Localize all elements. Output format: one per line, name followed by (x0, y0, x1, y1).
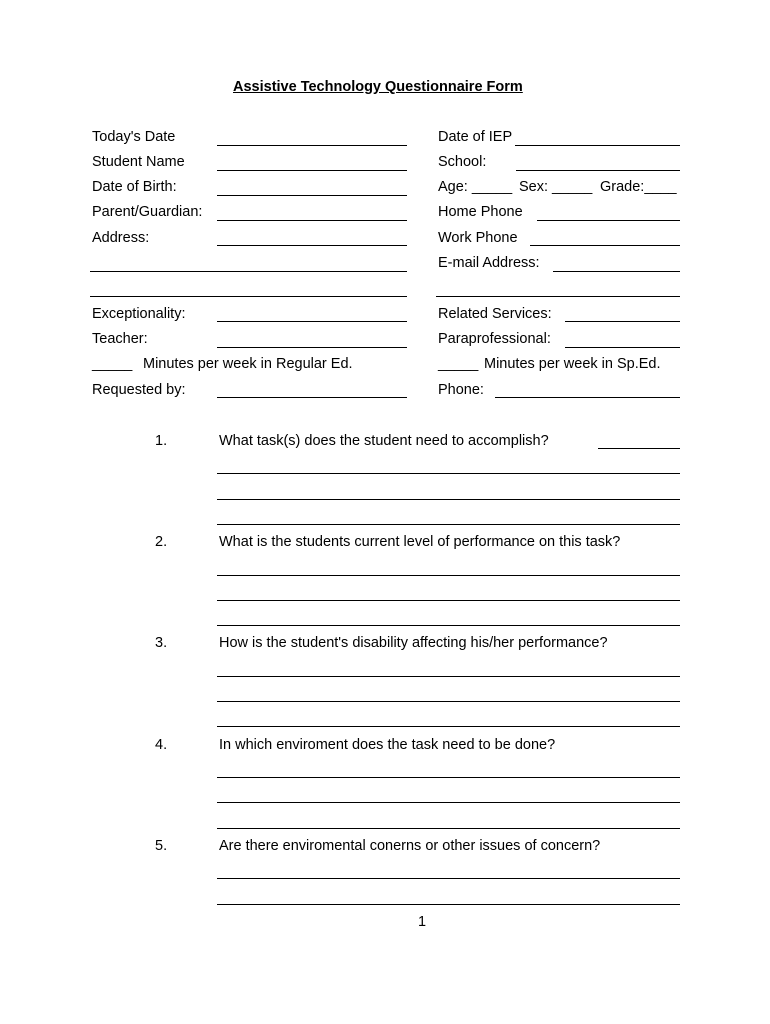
question-number: 2. (155, 534, 168, 550)
page-number: 1 (418, 914, 427, 930)
answer-line[interactable] (217, 828, 680, 829)
email-label: E-mail Address: (438, 255, 540, 271)
address-field-1[interactable] (217, 245, 407, 246)
phone-label: Phone: (438, 382, 484, 398)
question-number: 5. (155, 838, 168, 854)
address-field-2[interactable] (90, 271, 407, 272)
answer-line[interactable] (217, 701, 680, 702)
question-text: What task(s) does the student need to accomplish? (219, 433, 549, 449)
minutes-regular-label: Minutes per week in Regular Ed. (143, 356, 353, 372)
todays-date-field[interactable] (217, 145, 407, 146)
grade-label[interactable]: Grade:____ (600, 179, 677, 195)
teacher-label: Teacher: (92, 331, 148, 347)
answer-line[interactable] (217, 499, 680, 500)
related-services-label: Related Services: (438, 306, 552, 322)
paraprofessional-label: Paraprofessional: (438, 331, 551, 347)
exceptionality-field[interactable] (217, 321, 407, 322)
related-services-field[interactable] (565, 321, 680, 322)
student-name-field[interactable] (217, 170, 407, 171)
question-text: In which enviroment does the task need to be done? (219, 737, 556, 753)
answer-line[interactable] (217, 575, 680, 576)
answer-line[interactable] (217, 802, 680, 803)
question-number: 3. (155, 635, 168, 651)
email-field-2[interactable] (436, 296, 680, 297)
answer-line[interactable] (217, 676, 680, 677)
question-text: How is the student's disability affecting his/her performance? (219, 635, 608, 651)
home-phone-field[interactable] (537, 220, 680, 221)
question-text: What is the students current level of performance on this task? (219, 534, 621, 550)
answer-line[interactable] (217, 524, 680, 525)
answer-line[interactable] (598, 448, 680, 449)
work-phone-field[interactable] (530, 245, 680, 246)
dob-label: Date of Birth: (92, 179, 177, 195)
dob-field[interactable] (217, 195, 407, 196)
question-number: 4. (155, 737, 168, 753)
answer-line[interactable] (217, 904, 680, 905)
exceptionality-label: Exceptionality: (92, 306, 186, 322)
age-label[interactable]: Age: _____ (438, 179, 513, 195)
minutes-sped-blank[interactable]: _____ (438, 356, 479, 372)
parent-field[interactable] (217, 220, 407, 221)
minutes-regular-blank[interactable]: _____ (92, 356, 133, 372)
home-phone-label: Home Phone (438, 204, 523, 220)
school-field[interactable] (516, 170, 680, 171)
email-field[interactable] (553, 271, 680, 272)
question-text: Are there enviromental conerns or other issues of concern? (219, 838, 601, 854)
answer-line[interactable] (217, 600, 680, 601)
sex-label[interactable]: Sex: _____ (519, 179, 593, 195)
date-iep-label: Date of IEP (438, 129, 513, 145)
date-iep-field[interactable] (515, 145, 680, 146)
answer-line[interactable] (217, 726, 680, 727)
paraprofessional-field[interactable] (565, 347, 680, 348)
student-name-label: Student Name (92, 154, 185, 170)
todays-date-label: Today's Date (92, 129, 176, 145)
requested-by-label: Requested by: (92, 382, 186, 398)
phone-field[interactable] (495, 397, 680, 398)
requested-by-field[interactable] (217, 397, 407, 398)
answer-line[interactable] (217, 878, 680, 879)
address-label: Address: (92, 230, 150, 246)
question-number: 1. (155, 433, 168, 449)
answer-line[interactable] (217, 777, 680, 778)
page-title: Assistive Technology Questionnaire Form (233, 79, 523, 95)
address-field-3[interactable] (90, 296, 407, 297)
teacher-field[interactable] (217, 347, 407, 348)
answer-line[interactable] (217, 625, 680, 626)
minutes-sped-label: Minutes per week in Sp.Ed. (484, 356, 661, 372)
answer-line[interactable] (217, 473, 680, 474)
work-phone-label: Work Phone (438, 230, 518, 246)
school-label: School: (438, 154, 487, 170)
parent-label: Parent/Guardian: (92, 204, 203, 220)
